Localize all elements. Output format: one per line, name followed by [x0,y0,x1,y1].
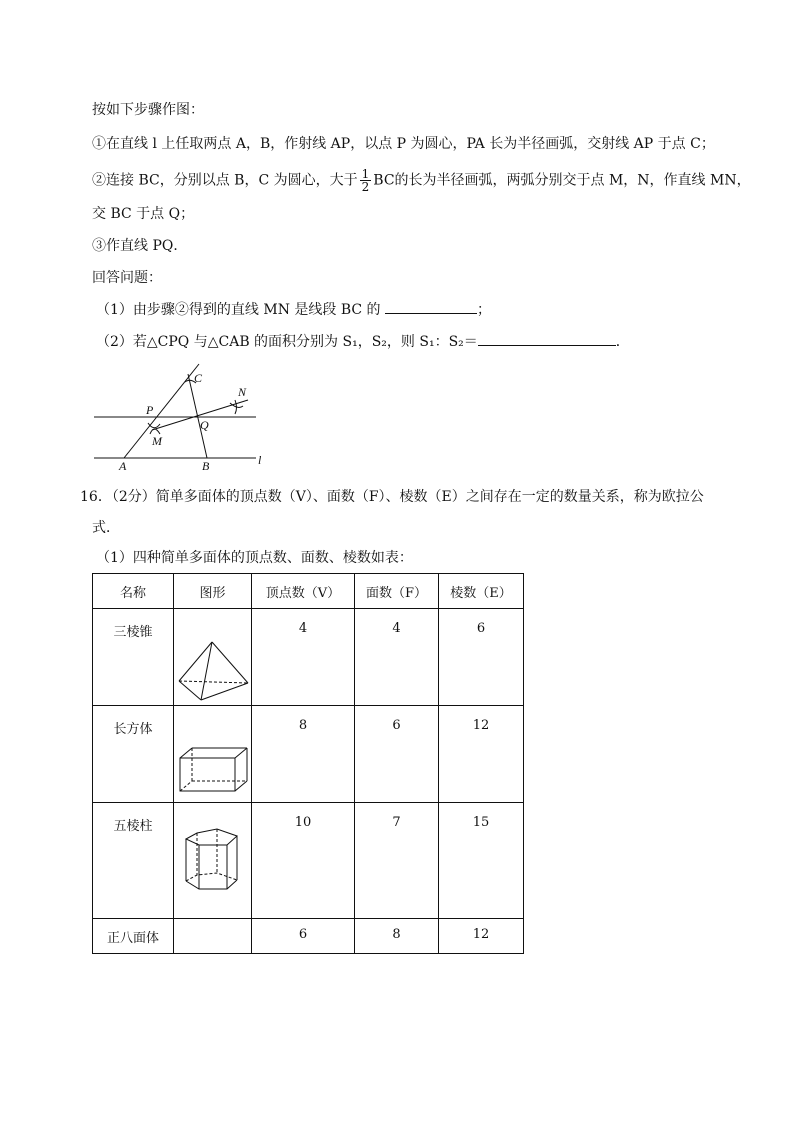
row-name: 三棱锥 [93,609,174,706]
fraction-half: $\frac{1}{2}$ [361,167,370,194]
label-c: C [194,371,203,385]
table-header-row [93,574,524,609]
answer-prompt: 回答问题： [92,270,162,286]
label-n: N [238,385,247,399]
row-faces: 6 [355,706,439,803]
header-shape: 图形 [174,574,252,609]
label-a: A [119,459,127,473]
row-edges: 6 [439,609,524,706]
table-row [93,919,524,954]
row-faces: 7 [355,803,439,919]
table-row [93,706,524,803]
answer-blank-1[interactable] [385,299,477,314]
step-2-part-a: ②连接 BC，分别以点 B，C 为圆心，大于 [92,172,358,189]
row-faces: 8 [355,919,439,954]
table-row [93,803,524,919]
row-edges: 12 [439,919,524,954]
row-faces: 4 [355,609,439,706]
table-row [93,609,524,706]
polyhedra-table [92,573,524,954]
answer-blank-2[interactable] [478,331,616,346]
step-1: ①在直线 l 上任取两点 A，B，作射线 AP，以点 P 为圆心，PA 长为半径画弧，交射线 AP 于点 C； [92,136,715,152]
row-name: 五棱柱 [93,803,174,919]
header-faces: 面数（F） [355,574,439,609]
triangular-pyramid-icon [175,609,251,704]
header-edges: 棱数（E） [439,574,524,609]
row-edges: 15 [439,803,524,919]
problem16-line1: 16．（2分）简单多面体的顶点数（V）、面数（F）、棱数（E）之间存在一定的数量关系，称为欧拉公 [80,489,704,505]
row-vertices: 6 [252,919,355,954]
row-name: 正八面体 [93,919,174,954]
arc-m-1 [148,423,160,428]
row-shape [174,919,252,954]
row-name: 长方体 [93,706,174,803]
intro-text: 按如下步骤作图： [92,102,204,118]
question-1: （1）由步骤②得到的直线 MN 是线段 BC 的 ； [96,299,491,320]
question-2: （2）若△CPQ 与△CAB 的面积分别为 S₁，S₂，则 S₁：S₂＝ ． [96,331,630,352]
label-p: P [146,403,154,417]
row-shape [174,706,252,803]
step-2 [92,168,751,193]
step-2-part-b: BC的长为半径画弧，两弧分别交于点 M，N，作直线 MN， [373,172,751,189]
label-m: M [152,434,162,448]
row-shape [174,803,252,919]
row-shape [174,609,252,706]
row-vertices: 8 [252,706,355,803]
header-vertices: 顶点数（V） [252,574,355,609]
step-2-cont: 交 BC 于点 Q； [92,206,195,222]
construction-figure [90,362,290,482]
step-3: ③作直线 PQ． [92,238,188,254]
row-vertices: 10 [252,803,355,919]
problem16-sub1: （1）四种简单多面体的顶点数、面数、棱数如表： [96,550,413,566]
row-edges: 12 [439,706,524,803]
header-name: 名称 [93,574,174,609]
problem16-line2: 式． [92,520,120,536]
label-q: Q [200,418,209,432]
label-b: B [202,459,210,473]
cuboid-icon [175,706,251,801]
pentagonal-prism-icon [175,803,251,917]
label-l: l [258,453,262,467]
row-vertices: 4 [252,609,355,706]
